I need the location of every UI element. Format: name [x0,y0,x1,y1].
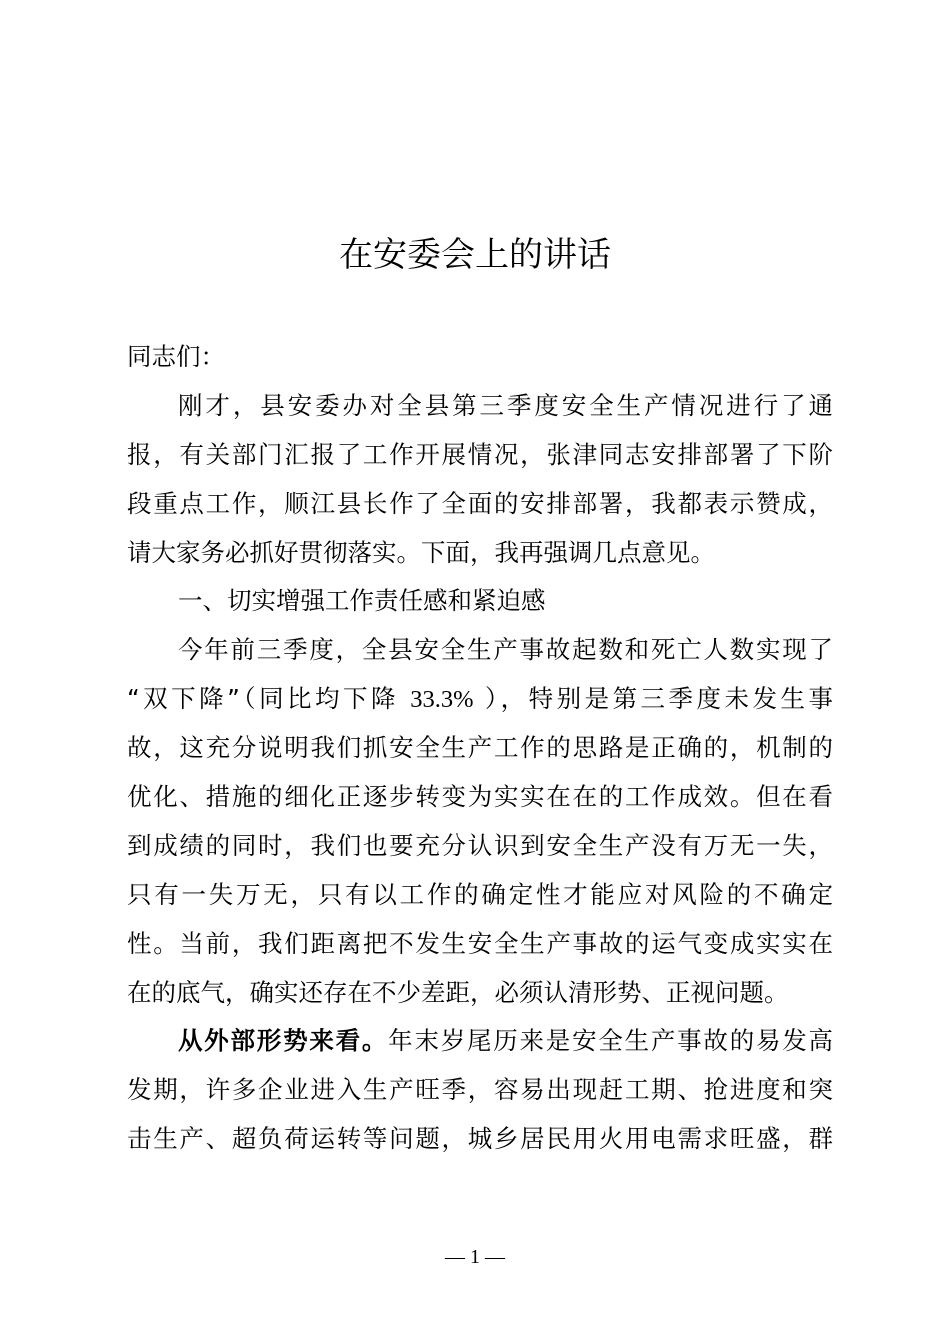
paragraph-2-line: 只有一失万无，只有以工作的确定性才能应对风险的不确定 [127,879,833,909]
paragraph-1-line: 报，有关部门汇报了工作开展情况，张津同志安排部署了下阶 [127,439,833,469]
page-number: — 1 — [445,1246,505,1268]
paragraph-2-text: ），特别是第三季度未发生事 [484,684,833,714]
paragraph-2-line: 优化、措施的细化正逐步转变为实实在在的工作成效。但在看 [127,782,833,812]
percentage-value: 33.3% [410,686,474,714]
paragraph-2-line: 今年前三季度，全县安全生产事故起数和死亡人数实现了 [178,635,833,665]
paragraph-3-line-first [127,1017,833,1066]
paragraph-2-line: 性。当前，我们距离把不发生安全生产事故的运气变成实实在 [127,928,833,958]
paragraph-1-line: 段重点工作，顺江县长作了全面的安排部署，我都表示赞成， [127,488,833,518]
document-body [127,333,833,1164]
paragraph-3-bold-lead: 从外部形势来看。 [178,1026,389,1056]
paragraph-3-line: 击生产、超负荷运转等问题，城乡居民用火用电需求旺盛，群 [127,1124,833,1154]
document-title: 在安委会上的讲话 [339,235,611,275]
paragraph-3-line: 发期，许多企业进入生产旺季，容易出现赶工期、抢进度和突 [127,1075,833,1105]
section-heading-1: 一、切实增强工作责任感和紧迫感 [178,586,546,616]
paragraph-3-text: 年末岁尾历来是安全生产事故的易发高 [388,1026,834,1056]
paragraph-2-text: “双下降”（同比均下降 [127,684,400,714]
paragraph-2-line-composite [127,675,833,724]
paragraph-1-line: 刚才，县安委办对全县第三季度安全生产情况进行了通 [178,390,833,420]
paragraph-2-line: 故，这充分说明我们抓安全生产工作的思路是正确的，机制的 [127,733,833,763]
paragraph-1-line: 请大家务必抓好贯彻落实。下面，我再强调几点意见。 [127,537,715,567]
paragraph-2-line: 到成绩的同时，我们也要充分认识到安全生产没有万无一失， [127,830,833,860]
salutation: 同志们： [127,342,225,371]
paragraph-2-line: 在的底气，确实还存在不少差距，必须认清形势、正视问题。 [127,977,789,1007]
